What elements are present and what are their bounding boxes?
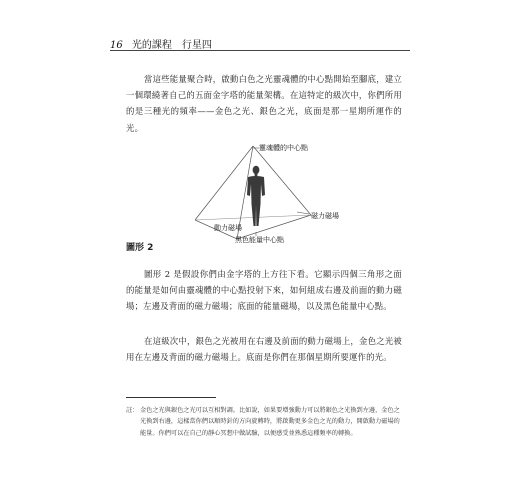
footnote [126,405,406,439]
black-center-label: 黑色能量中心點 [235,236,284,244]
magnetic-pointer [297,212,309,214]
magnetic-field-label: 磁力磁場 [311,212,339,220]
footnote-prefix: 註： [126,407,139,414]
figure-caption: 圖形 2 [126,243,154,253]
pyramid-edge-left [195,146,253,220]
paragraph-2: 圖形 2 是假設你們由金字塔的上方往下看。它顯示四個三角形之面的能量是如何由靈魂體的中心點投射下來，如何組成右邊及前面的動力磁場；左邊及背面的磁力磁場；底面的能量磁場，以及黑色能量中心點。 [126,269,402,312]
paragraph-3: 在這級次中，銀色之光被用在右邊及前面的動力磁場上，金色之光被用在左邊及背面的磁力磁場上。底面是你們在那個星期所要運作的光。 [126,336,402,363]
running-title: 光的課程 行星四 [131,40,212,51]
header-rule [110,50,410,51]
paragraph-1: 當這些能量聚合時，啟動白色之光靈魂體的中心點開始至腳底，建立一個環繞著自己的五面金字塔的能量架構。在這特定的級次中，你們所用的是三種光的頻率——金色之光、銀色之光，底面是那一星期所運作的光。 [126,74,402,133]
soul-center-label: 靈魂體的中心點 [259,144,308,152]
footnote-text: 金色之光與銀色之光可以互相對調。比如說，如果要增強動力可以將銀色之光換到左邊，金色之光換到右邊，這樣當你們以順時針的方向旋轉時，將啟動更多金色之光的動力，開啟動力磁場的能量。你們可以在自己的靜心冥想中做試驗，以便感受並熟悉這種頻率的轉換。 [140,407,400,437]
dynamic-field-label: 動力磁場 [214,224,242,232]
page-number: 16 [110,40,123,51]
footnote-rule [126,397,216,398]
